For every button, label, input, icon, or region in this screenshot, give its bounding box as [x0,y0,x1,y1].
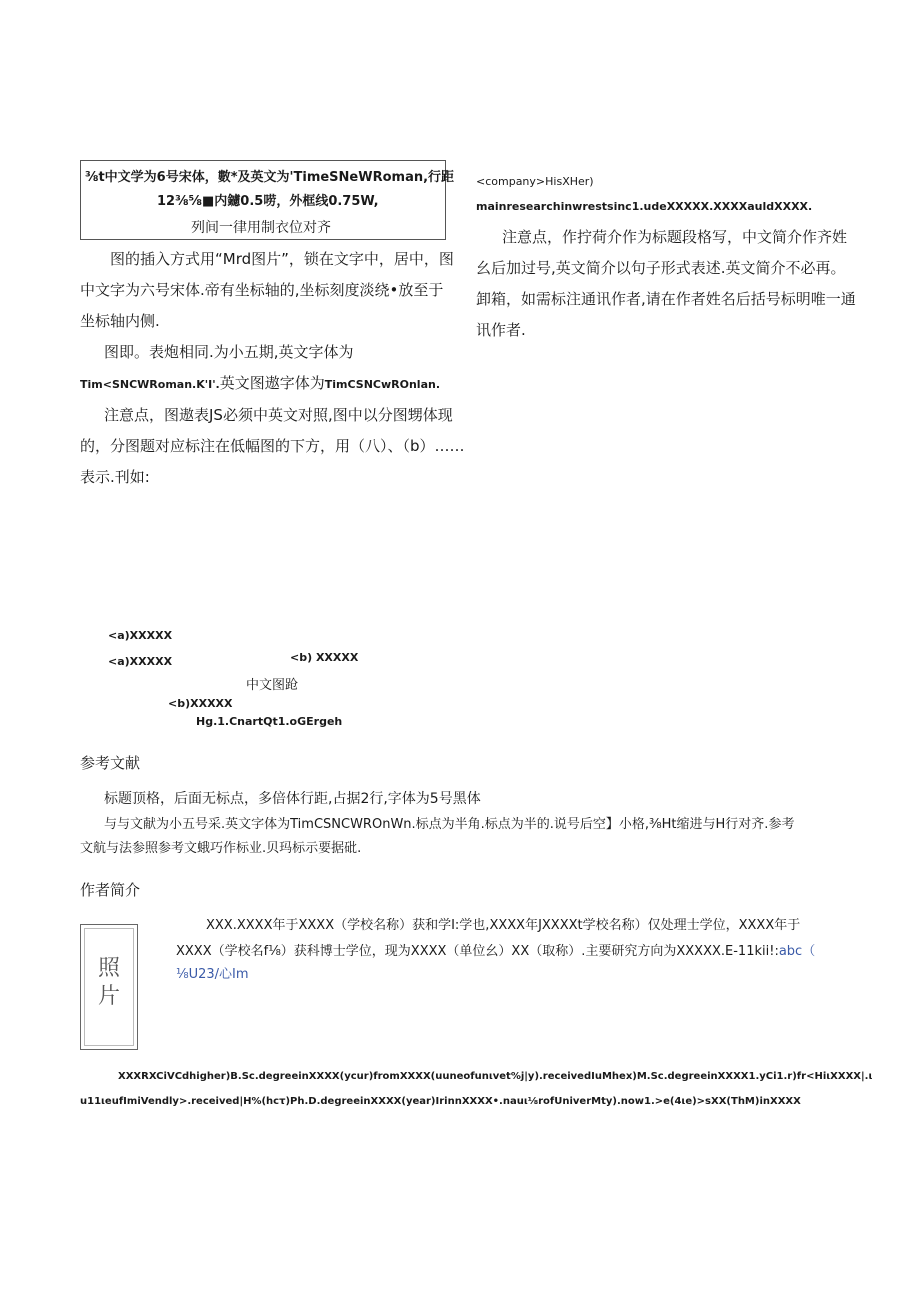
photo-label: 照片 [97,956,120,1009]
author-bio-en-line-2: u11ιeufImiVendly>.received|H%(hcτ)Ph.D.degreeinXXXX(year)IrinnXXXX•.nauι⅛rofUniverMty).now1.>e(4ιe)>sXX(ThM)inXXXX [80,1096,801,1107]
caption-font-para-line-2 [80,368,440,400]
figure-insert-para-line-3: 坐标轴内侧. [80,312,160,330]
subfigure-a-label-1: <a)XXXXX [108,629,173,642]
figure-caption-cn: 中文图跄 [246,678,299,693]
format-spec-box [80,160,455,240]
bio-note-line-1: 注意点，作拧荷介作为标题段格写，中文简介作齐姓 [502,228,848,246]
caption-font-para-line-1: 图即。表炮相同.为小五期,英文字体为 [104,343,354,361]
caption-font-en-1: Tim<SNCWRoman.K'I'. [80,378,220,391]
references-note-line-3: 文航与法参照参考文蛾巧作标业.贝玛标示要据砒. [80,841,362,856]
subfigure-note-line-1: 注意点，图遨表JS必须中英文对照,图中以分图甥体现 [104,406,453,424]
author-bio-cn-line-2-text: XXXX（学校名f⅛）获科博士学位，现为XXXX（单位幺）XX（取称）.主要研究方向为XXXXX.E-11kii!: [176,944,779,959]
subfigure-b-label-right: <b) XXXXX [290,651,359,664]
subfigure-a-label-2: <a)XXXXX [108,655,173,668]
author-bio-cn-line-1: XXX.XXXX年于XXXX（学校名称）获和学I:学也,XXXX年JXXXXt学校名称）仅处理士学位，XXXX年于 [206,918,801,933]
subfigure-note-line-3: 表示.刊如: [80,468,150,486]
author-bio-heading: 作者简介 [80,881,141,899]
figure-caption-en: Hg.1.CnartQt1.oGErgeh [196,715,343,728]
bio-note-line-3: 卸箱，如需标注通讯作者,请在作者姓名后括号标明唯一通 [476,290,856,308]
references-heading: 参考文献 [80,754,141,772]
author-email-link[interactable]: abc（ [778,944,816,959]
bio-note-line-4: 讯作者. [476,321,526,339]
author-email-link-continued[interactable]: ⅛U23/心Im [176,967,249,982]
format-spec-line-1: ⅜t中文学为6号宋体，數*及英文为'TimeSNeWRoman,行距 [85,170,455,185]
research-interests-line: mainresearchinwrestsinc1.udeXXXXX.XXXXauldXXXX. [476,200,813,213]
subfigure-note-line-2: 的，分图题对应标注在低幅图的下方，用（八）、（b）…… [80,437,465,455]
bio-note-line-2: 幺后加过号,英文简介以句子形式表述.英文简介不必再。 [476,259,846,277]
format-spec-line-3: 列间一律用制衣位对齐 [191,220,331,236]
company-line: <company>HisXHer) [476,175,594,188]
figure-insert-para-line-1: 图的插入方式用“Mrd图片”，锁在文字中，居中，图 [110,250,454,268]
format-spec-line-2: 12⅜⅝■内鑢0.5唠，外框线0.75W, [157,194,379,209]
author-bio-en-line-1: XXXRXCiVCdhigher)B.Sc.degreeinXXXX(ycur)fromXXXX(uuneofunιvet%j|y).receivedIuMhex)M.Sc.degreeinXXXX1.yCi1.r)fr<HiιXXXX|.ι [118,1071,873,1082]
author-bio-cn-line-2 [176,940,815,959]
figure-insert-para-line-2: 中文字为六号宋体.帝有坐标轴的,坐标刻度淡绕•放至于 [80,281,444,299]
caption-font-en-2: TimCSNCwROnlan. [324,378,440,391]
references-note-line-1: 标题顶格，后面无标点，多倍体行距,占据2行,字体为5号黑体 [104,791,481,807]
caption-font-cn: 英文图遨字体为 [219,374,325,392]
references-note-line-2: 与与文献为小五号采.英文字体为TimCSNCWROnWn.标点为半角.标点为半的.说号后空】小格,⅜Ht缩进与H行对齐.参考 [104,817,795,832]
subfigure-b-label-left: <b)XXXXX [168,697,233,710]
author-photo-placeholder [80,924,138,1050]
